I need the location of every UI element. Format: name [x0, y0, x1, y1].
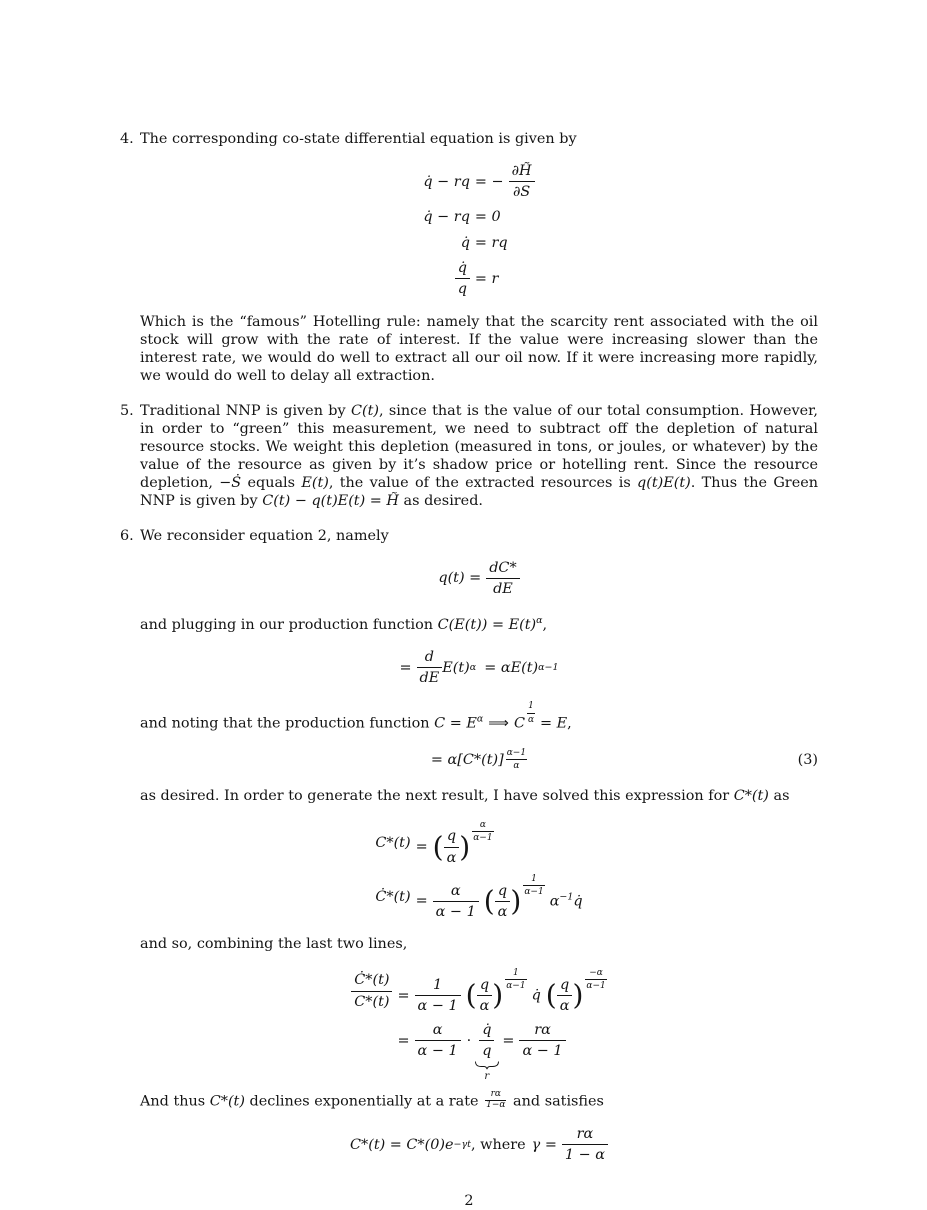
- fraction-denominator: α: [506, 759, 527, 771]
- text-run: We reconsider equation 2, namely: [140, 527, 389, 544]
- item6-intro: [140, 527, 818, 545]
- superscript-fraction: [472, 820, 493, 844]
- fraction: [519, 1022, 565, 1059]
- fraction-numerator: dC*: [489, 559, 517, 576]
- fraction-numerator: q̇: [482, 1022, 492, 1039]
- equation-growth-block: [140, 967, 818, 1083]
- fraction-denominator: α−1: [506, 981, 526, 992]
- math-run: C(E(t)) = E(t): [437, 616, 537, 633]
- math-run: −Ṡ: [219, 474, 242, 491]
- math-run: α: [549, 893, 560, 910]
- equals-sign: =: [415, 839, 428, 856]
- equation-rhs: [397, 968, 606, 1014]
- fraction-numerator: α: [432, 1022, 443, 1039]
- fraction-numerator: −α: [589, 967, 603, 978]
- fraction: [433, 883, 479, 920]
- fraction-denominator: α − 1: [415, 1040, 461, 1059]
- text-run: Traditional NNP is given by: [140, 402, 351, 419]
- math-run: q̇: [531, 987, 541, 1004]
- fraction-denominator: α−1: [586, 981, 606, 992]
- fraction-denominator: 1−α: [486, 1100, 506, 1111]
- list-item-5: [120, 402, 818, 510]
- math-run: = α[C*(t)]: [430, 751, 504, 768]
- item4-paragraph: [140, 313, 818, 385]
- fraction: [495, 883, 511, 920]
- open-paren: (: [483, 884, 495, 918]
- text-run: equals: [241, 474, 302, 491]
- fraction-numerator: q̇: [457, 260, 467, 277]
- fraction-denominator: α: [444, 847, 460, 866]
- fraction-denominator: α: [557, 995, 573, 1014]
- equation-exponential: [140, 1126, 818, 1163]
- fraction-numerator: rα: [490, 1089, 501, 1100]
- text-run: . Thus the Green NNP is given by: [140, 474, 818, 509]
- close-paren: ): [510, 884, 522, 918]
- fraction-numerator: Ċ*(t): [354, 972, 390, 989]
- fraction-denominator: 1 − α: [562, 1144, 608, 1163]
- math-run: = E: [540, 715, 568, 732]
- text-run: as desired. In order to generate the next result, I have solved this expression for: [140, 787, 734, 804]
- item5-paragraph: [140, 402, 818, 510]
- fraction-denominator: α − 1: [433, 901, 479, 920]
- superscript-fraction: [585, 968, 606, 992]
- equation-lhs: q̇ − rq: [423, 209, 470, 226]
- text-run: , since that is the value of our total consumption. However, in order to “green” this measurement, we need to subtract off the depletion of natural resource stocks. We weight this depletion (measured in tons, or joules, or whatever) by the value of the resource as given by it’s shadow price or hotelling rent. Since the resource depletion,: [140, 402, 819, 491]
- text-run: And thus: [140, 1093, 210, 1110]
- list-item-4: [120, 130, 818, 385]
- math-run: C*(t): [733, 787, 769, 804]
- text-run: as: [768, 787, 790, 804]
- fraction-numerator: 1: [513, 967, 519, 978]
- fraction: [509, 163, 535, 200]
- equation-rhs: [397, 1022, 565, 1083]
- equals-sign: = −: [474, 173, 504, 190]
- text-run: , the value of the extracted resources is: [328, 474, 638, 491]
- fraction: [351, 972, 392, 1009]
- fraction-numerator: q: [559, 976, 570, 993]
- underbraced-term: [479, 1022, 494, 1083]
- math-run: C*(t) = C*(0)e: [350, 1136, 454, 1153]
- open-paren: (: [432, 830, 444, 864]
- equation-derivative: [140, 649, 818, 686]
- fraction-denominator: C*(t): [351, 991, 392, 1010]
- fraction-numerator: α−1: [506, 747, 527, 758]
- text-run: as desired.: [398, 492, 483, 509]
- superscript: α: [469, 661, 477, 673]
- open-paren: (: [545, 978, 557, 1012]
- item6-number: 6.: [120, 527, 134, 544]
- item6-paragraph-3: [140, 787, 818, 805]
- math-run: C(t) − q(t)E(t) = H̃: [262, 492, 399, 509]
- superscript-fraction: [523, 874, 544, 898]
- equals-sign: =: [397, 1032, 410, 1049]
- fraction-numerator: 1: [531, 873, 537, 884]
- item5-number: 5.: [120, 402, 134, 419]
- equation-rhs: = rq: [474, 235, 508, 252]
- item4-intro: [140, 130, 818, 148]
- fraction-denominator: α: [477, 995, 493, 1014]
- superscript-fraction: [505, 968, 526, 992]
- superscript: −1: [559, 891, 574, 903]
- item6-paragraph-4: [140, 935, 818, 953]
- equation-lhs: q̇ − rq: [423, 173, 470, 190]
- fraction-denominator: ∂S: [509, 181, 535, 200]
- text-run: declines exponentially at a rate: [244, 1093, 484, 1110]
- fraction-numerator: q: [497, 882, 508, 899]
- equation-lhs: [351, 972, 392, 1009]
- superscript-fraction: [506, 748, 527, 772]
- equation-rhs: [416, 874, 583, 920]
- text-run: and so, combining the last two lines,: [140, 935, 408, 952]
- fraction-denominator: q: [479, 1040, 494, 1059]
- fraction-numerator: rα: [534, 1022, 551, 1039]
- fraction: [417, 649, 443, 686]
- text-run: ,: [567, 715, 572, 732]
- fraction: [562, 1126, 608, 1163]
- underbrace-icon: [475, 1061, 499, 1070]
- fraction: [477, 977, 493, 1014]
- math-run: E(t): [442, 659, 470, 676]
- fraction-numerator: 1: [433, 976, 443, 993]
- fraction-numerator: rα: [576, 1126, 594, 1143]
- equation-rhs: = r: [474, 270, 499, 287]
- item5-body: [140, 402, 818, 510]
- item6-paragraph-2: [140, 701, 818, 733]
- underbrace-group: [475, 1059, 499, 1083]
- fraction-numerator: α: [479, 819, 486, 830]
- fraction: [415, 1022, 461, 1059]
- superscript-fraction: [527, 701, 535, 725]
- text-run: and noting that the production function: [140, 715, 435, 732]
- equals-sign: =: [415, 893, 428, 910]
- open-paren: (: [465, 978, 477, 1012]
- fraction-denominator: α−1: [473, 832, 493, 843]
- math-run: γ =: [531, 1136, 557, 1153]
- superscript: α: [476, 713, 484, 725]
- text-run: The corresponding co-state differential equation is given by: [140, 131, 577, 147]
- equals-sign: =: [502, 1032, 515, 1049]
- superscript: α: [536, 614, 543, 626]
- inline-fraction: [485, 1090, 506, 1111]
- fraction: [479, 1022, 494, 1059]
- page-content: [120, 130, 818, 1210]
- item6-paragraph-1: [140, 612, 818, 634]
- equation-qt: [140, 560, 818, 597]
- math-run: C*(t): [209, 1093, 245, 1110]
- fraction-numerator: q: [479, 976, 490, 993]
- math-run: C = E: [434, 715, 477, 732]
- close-paren: ): [572, 978, 584, 1012]
- math-run: q(t)E(t): [637, 474, 691, 491]
- implies-arrow: ⟹: [488, 715, 509, 732]
- math-run: = αE(t): [484, 659, 539, 676]
- text-run: Which is the “famous” Hotelling rule: namely that the scarcity rent associated with the oil stock will grow with the rate of interest. If the value were increasing slower than the interest rate, we would do well to extract all our oil now. If it were increasing more rapidly, we would do well to delay all extraction.: [140, 313, 818, 384]
- item4-body: [140, 130, 818, 385]
- equation-rhs: = 0: [474, 209, 501, 226]
- equation-lhs: q(t) =: [438, 570, 482, 587]
- math-run: C(t): [350, 402, 380, 419]
- fraction-denominator: α: [527, 714, 535, 725]
- fraction: [455, 260, 470, 297]
- equation-3: [140, 748, 818, 772]
- fraction-denominator: dE: [486, 578, 519, 597]
- text-run: and plugging in our production function: [140, 616, 438, 633]
- fraction-numerator: 1: [528, 701, 534, 712]
- equals-sign: =: [397, 987, 410, 1004]
- close-paren: ): [459, 830, 471, 864]
- item4-number: 4.: [120, 131, 134, 147]
- fraction-denominator: α − 1: [519, 1040, 565, 1059]
- center-dot: ·: [466, 1032, 472, 1049]
- text-run: ,: [542, 616, 548, 633]
- equation-lhs: q̇: [460, 235, 470, 252]
- equation-tag: (3): [797, 751, 818, 768]
- equals-sign: =: [399, 659, 412, 676]
- fraction: [444, 828, 460, 865]
- equation-lhs: [455, 260, 470, 297]
- equation-rhs: [475, 163, 535, 200]
- math-run: q̇: [573, 893, 583, 910]
- superscript: α−1: [538, 661, 559, 673]
- superscript: −γt: [453, 1138, 471, 1150]
- page-number: 2: [464, 1193, 474, 1210]
- fraction: [486, 560, 519, 597]
- math-run: C: [513, 715, 525, 732]
- fraction: [415, 977, 461, 1014]
- item6-paragraph-5: [140, 1090, 818, 1111]
- equation-lhs: Ċ*(t): [375, 888, 411, 905]
- fraction-denominator: dE: [417, 667, 443, 686]
- equation-rhs: [416, 820, 494, 866]
- fraction-denominator: α: [495, 901, 511, 920]
- math-run: E(t): [301, 474, 329, 491]
- fraction: [557, 977, 573, 1014]
- text-run: , where: [471, 1136, 526, 1153]
- underbrace-label: r: [484, 1071, 490, 1083]
- text-run: and satisfies: [508, 1093, 604, 1110]
- equation-cstar-block: [140, 820, 818, 920]
- list-item-6: [120, 527, 818, 1179]
- fraction-numerator: α: [450, 882, 461, 899]
- fraction-denominator: α − 1: [415, 995, 461, 1014]
- fraction-numerator: q: [446, 828, 457, 845]
- item4-equation-block: [140, 163, 818, 298]
- fraction-numerator: d: [424, 648, 435, 665]
- fraction-denominator: q: [455, 278, 470, 297]
- equation-lhs: C*(t): [375, 834, 411, 851]
- fraction-denominator: α−1: [524, 887, 544, 898]
- fraction-numerator: ∂H̃: [511, 163, 532, 179]
- close-paren: ): [492, 978, 504, 1012]
- item6-body: [140, 527, 818, 1179]
